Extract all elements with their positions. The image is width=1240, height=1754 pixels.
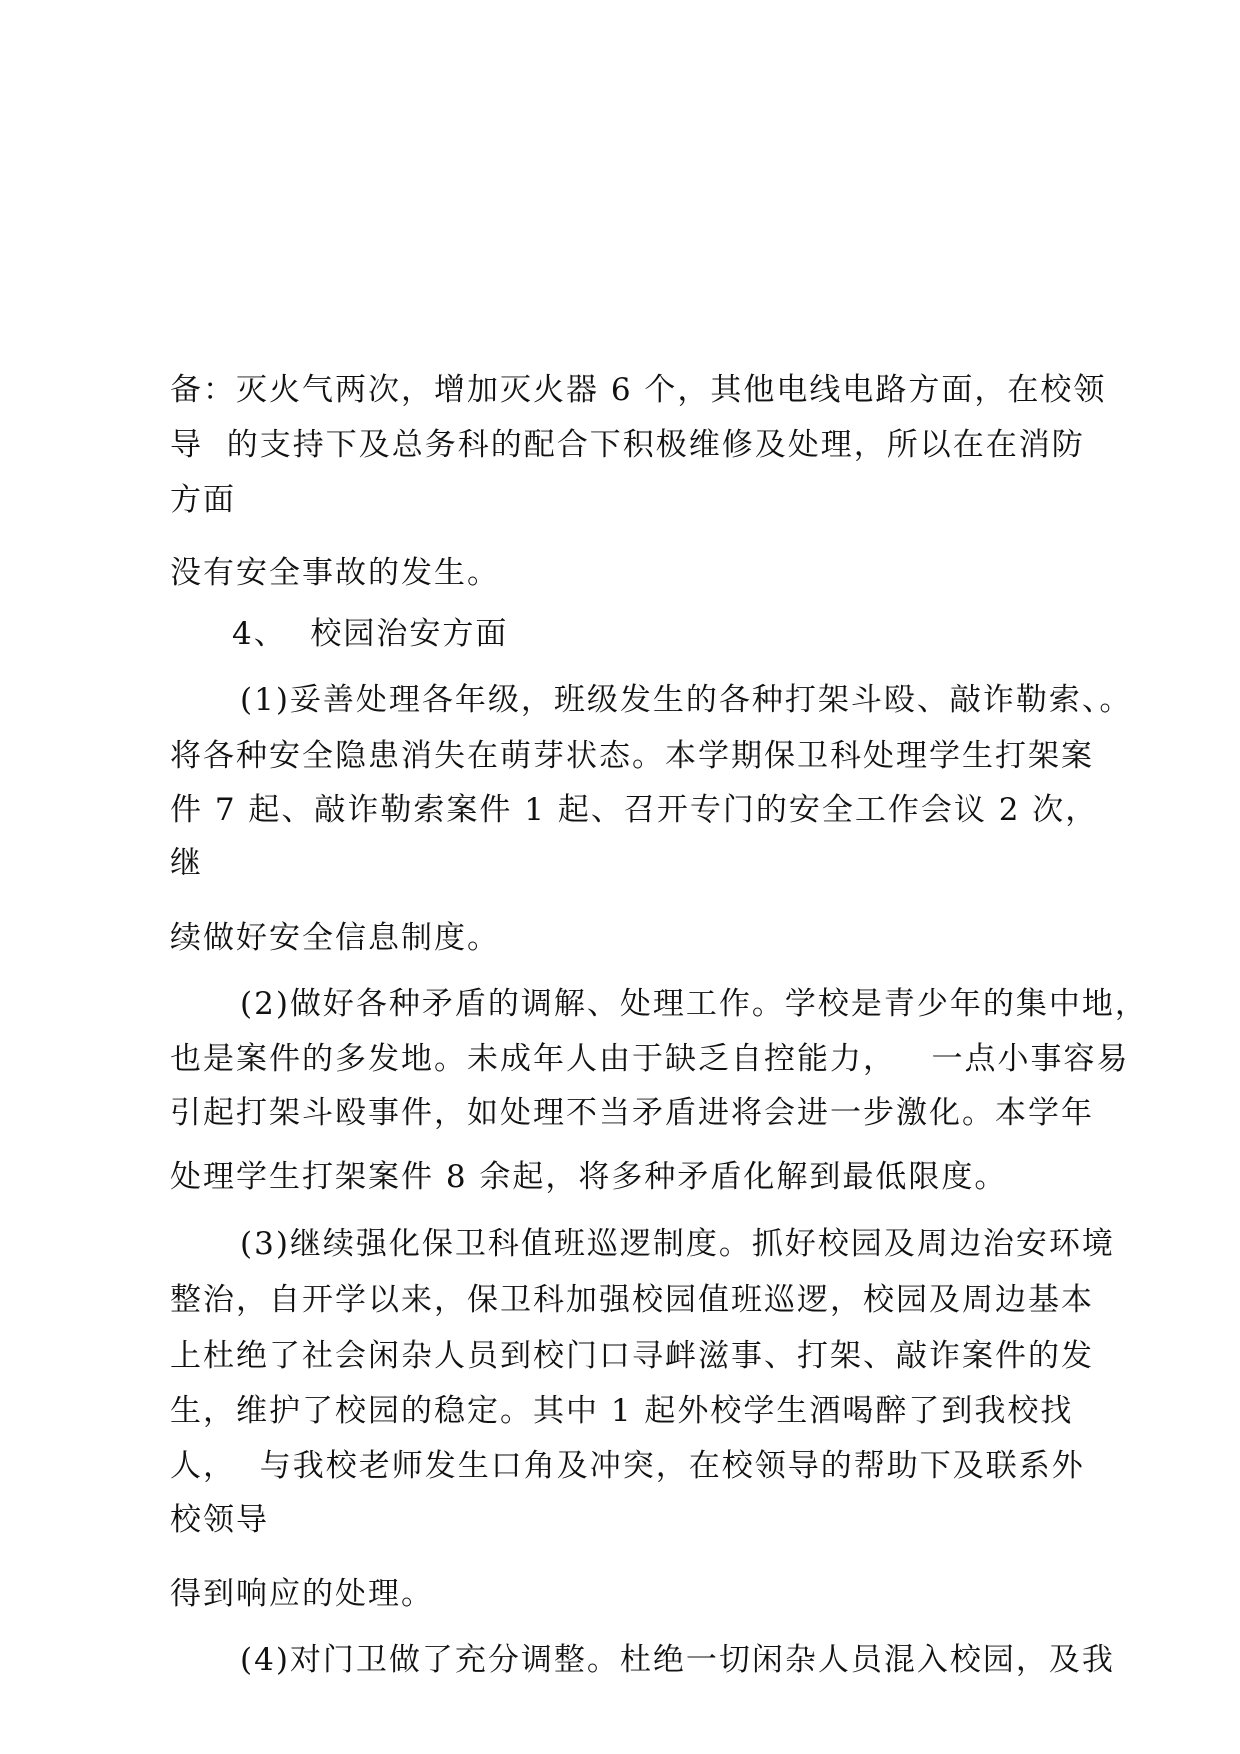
text-line: 得到响应的处理。 <box>170 1576 434 1612</box>
text-line: 没有安全事故的发生。 <box>170 555 500 591</box>
text-line: (3)继续强化保卫科值班巡逻制度。抓好校园及周边治安环境 <box>240 1226 1115 1262</box>
text-line: (4)对门卫做了充分调整。杜绝一切闲杂人员混入校园，及我 <box>240 1642 1115 1678</box>
text-line: 备：灭火气两次，增加灭火器 6 个，其他电线电路方面，在校领 <box>170 372 1107 408</box>
text-line: 方面 <box>170 482 236 518</box>
text-line: 续做好安全信息制度。 <box>170 920 500 956</box>
text-line: 校领导 <box>170 1502 269 1538</box>
text-line: 也是案件的多发地。未成年人由于缺乏自控能力， 一点小事容易 <box>170 1041 1130 1077</box>
text-line: 生，维护了校园的稳定。其中 1 起外校学生酒喝醉了到我校找 <box>170 1393 1074 1429</box>
text-line: 件 7 起、敲诈勒索案件 1 起、召开专门的安全工作会议 2 次， <box>170 792 1099 828</box>
text-line: (1)妥善处理各年级，班级发生的各种打架斗殴、敲诈勒索、。 <box>240 682 1133 718</box>
text-line: 人， 与我校老师发生口角及冲突，在校领导的帮助下及联系外 <box>170 1448 1085 1484</box>
text-line: (2)做好各种矛盾的调解、处理工作。学校是青少年的集中地， <box>240 986 1148 1022</box>
text-line: 上杜绝了社会闲杂人员到校门口寻衅滋事、打架、敲诈案件的发 <box>170 1338 1094 1374</box>
text-line: 整治，自开学以来，保卫科加强校园值班巡逻，校园及周边基本 <box>170 1282 1094 1318</box>
text-line: 继 <box>170 845 203 881</box>
text-line: 将各种安全隐患消失在萌芽状态。本学期保卫科处理学生打架案 <box>170 738 1094 774</box>
text-line: 处理学生打架案件 8 余起，将多种矛盾化解到最低限度。 <box>170 1159 1008 1195</box>
section-heading: 4、 校园治安方面 <box>232 616 509 652</box>
text-line: 引起打架斗殴事件，如处理不当矛盾进将会进一步激化。本学年 <box>170 1095 1094 1131</box>
text-line: 导 的支持下及总务科的配合下积极维修及处理，所以在在消防 <box>170 427 1085 463</box>
